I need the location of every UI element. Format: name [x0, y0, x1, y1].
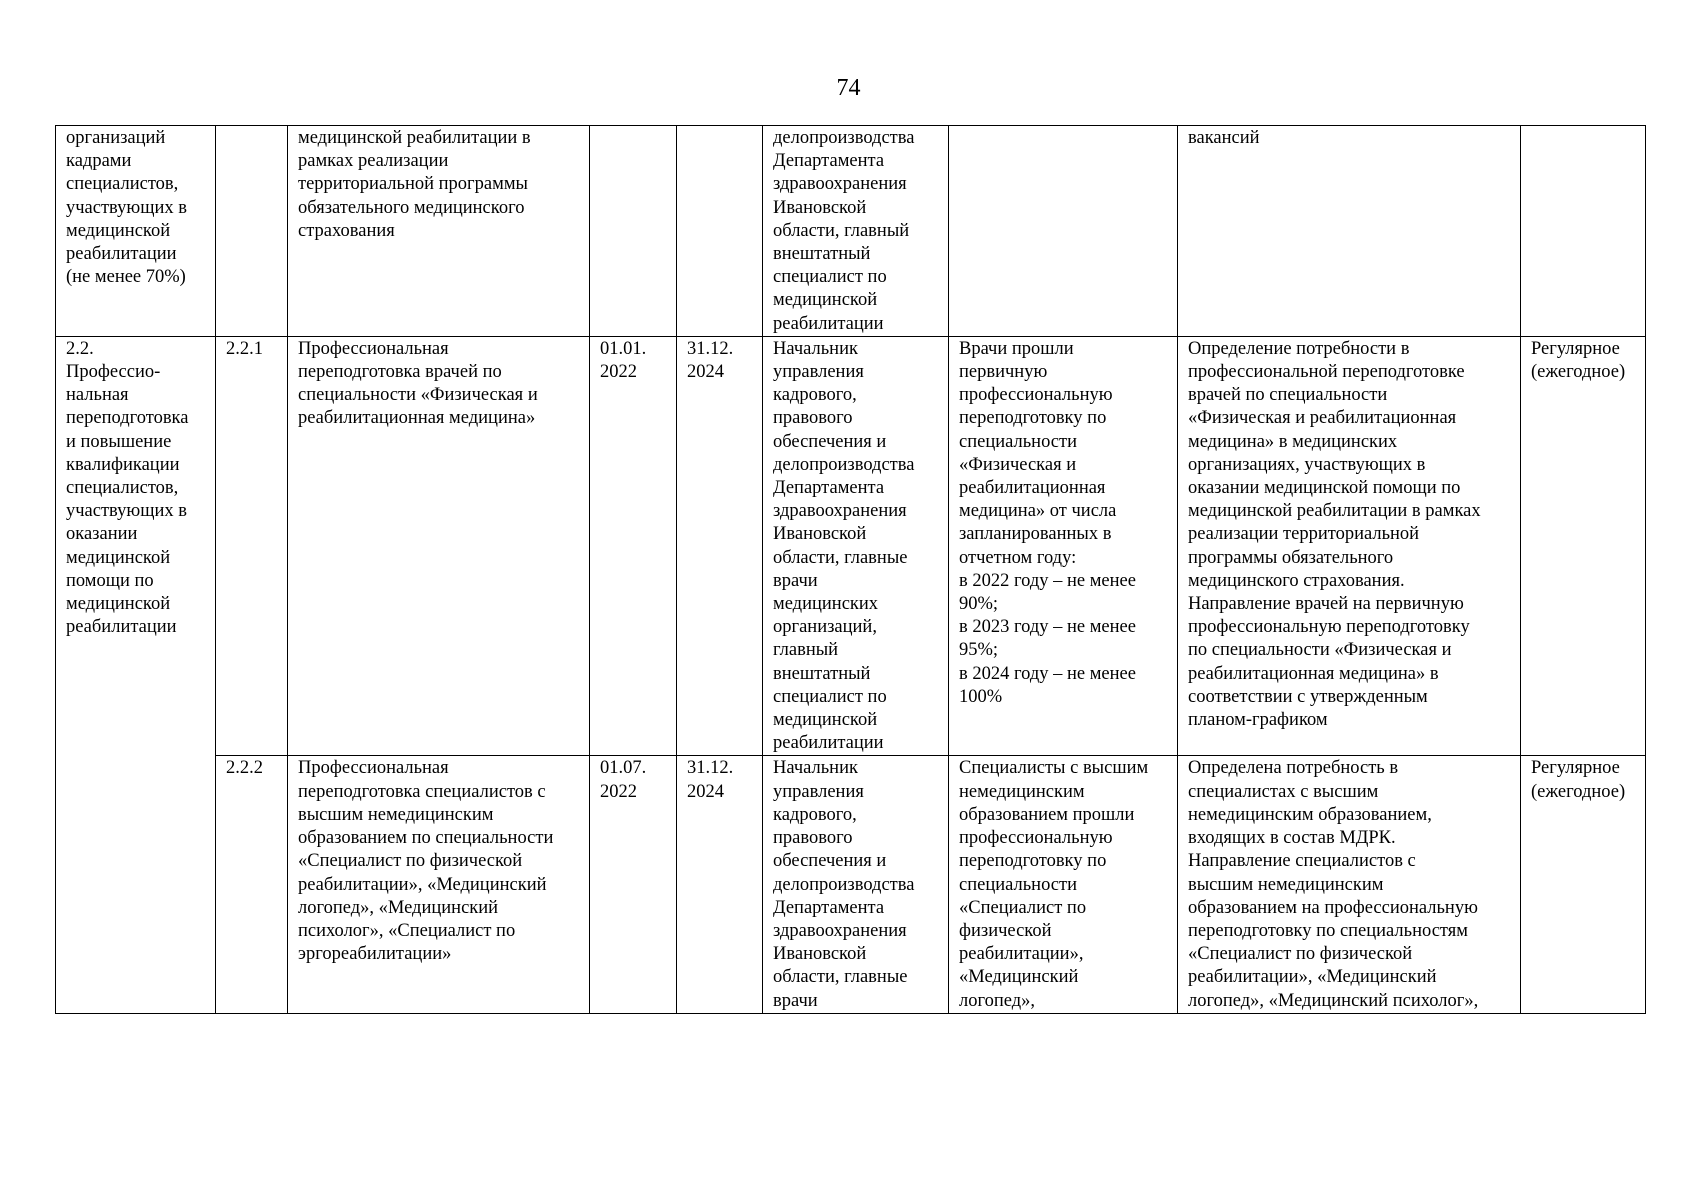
activity-text: Профессиональная переподготовка врачей по специальности «Физическая и реабилитационная медицина» — [298, 338, 538, 429]
code-text: 2.2.1 — [226, 338, 263, 359]
responsible-cell — [763, 756, 949, 1013]
start-date-cell — [590, 756, 677, 1013]
table-row — [56, 756, 1646, 1013]
frequency-cell — [1521, 756, 1646, 1013]
end-date-cell — [677, 756, 763, 1013]
table-row — [56, 336, 1646, 756]
frequency-text: Регулярное (ежегодное) — [1531, 758, 1626, 802]
frequency-cell — [1521, 336, 1646, 756]
page-number: 74 — [836, 75, 861, 101]
table-row — [56, 126, 1646, 337]
indicator-cell — [949, 336, 1178, 756]
result-text: вакансий — [1188, 128, 1260, 148]
frequency-text: Регулярное (ежегодное) — [1531, 338, 1626, 383]
indicator-cell — [949, 126, 1178, 337]
end-date-cell — [677, 336, 763, 756]
code-cell — [216, 126, 288, 337]
activity-text: Профессиональная переподготовка специалистов с высшим немедицинским образованием по специальности «Специалист по физической реабилитации», «Медицинский логопед», «Медицинский психолог», «Специалист по эргореабилитации» — [298, 758, 554, 965]
code-cell — [216, 336, 288, 756]
start-date-cell — [590, 336, 677, 756]
frequency-cell — [1521, 126, 1646, 337]
responsible-cell — [763, 126, 949, 337]
result-cell — [1178, 756, 1521, 1013]
result-cell — [1178, 126, 1521, 337]
activity-cell — [288, 756, 590, 1013]
code-text: 2.2.2 — [226, 758, 263, 779]
code-cell — [216, 756, 288, 1013]
result-cell — [1178, 336, 1521, 756]
responsible-text: делопроизводства Департамента здравоохранения Ивановской области, главный внештатный специалист по медицинской реабилитации — [773, 128, 915, 334]
indicator-text: Врачи прошли первичную профессиональную переподготовку по специальности «Физическая и реабилитационная медицина» от числа запланированных в отчетном году: в 2022 году – не менее 90%; в 2023 году – не менее 95%; в 2024 году – не менее 100% — [959, 338, 1136, 707]
section-text: организаций кадрами специалистов, участвующих в медицинской реабилитации (не менее 70%) — [66, 128, 187, 288]
result-text: Определение потребности в профессиональной переподготовке врачей по специальности «Физическая и реабилитационная медицина» в медицинских организациях, участвующих в оказании медицинской помощи по медицинской реабилитации в рамках реализации территориальной программы обязательного медицинского страхования. Направление врачей на первичную профессиональную переподготовку по специальности «Физическая и реабилитационная медицина» в соответствии с утвержденным планом-графиком — [1188, 338, 1481, 731]
responsible-cell — [763, 336, 949, 756]
section-cell — [56, 126, 216, 337]
start-date-text: 01.01. 2022 — [600, 338, 647, 383]
start-date-cell — [590, 126, 677, 337]
end-date-text: 31.12. 2024 — [687, 338, 734, 383]
responsible-text: Начальник управления кадрового, правового обеспечения и делопроизводства Департамента здравоохранения Ивановской области, главные врачи — [773, 758, 915, 1011]
activity-cell — [288, 336, 590, 756]
section-cell — [56, 336, 216, 1013]
end-date-text: 31.12. 2024 — [687, 758, 734, 802]
activity-text: медицинской реабилитации в рамках реализации территориальной программы обязательного медицинского страхования — [298, 128, 531, 241]
indicator-cell — [949, 756, 1178, 1013]
action-plan-table — [55, 125, 1646, 1014]
section-text: 2.2. Профессио- нальная переподготовка и повышение квалификации специалистов, участвующих в оказании медицинской помощи по медицинской реабилитации — [66, 338, 189, 638]
activity-cell — [288, 126, 590, 337]
responsible-text: Начальник управления кадрового, правового обеспечения и делопроизводства Департамента здравоохранения Ивановской области, главные врачи медицинских организаций, главный внештатный специалист по медицинской реабилитации — [773, 338, 915, 754]
start-date-text: 01.07. 2022 — [600, 758, 647, 802]
result-text: Определена потребность в специалистах с высшим немедицинским образованием, входящих в состав МДРК. Направление специалистов с высшим немедицинским образованием на профессиональную переподготовку по специальностям «Специалист по физической реабилитации», «Медицинский логопед», «Медицинский психолог», — [1188, 758, 1479, 1011]
end-date-cell — [677, 126, 763, 337]
indicator-text: Специалисты с высшим немедицинским образованием прошли профессиональную переподготовку по специальности «Специалист по физической реабилитации», «Медицинский логопед», — [959, 758, 1149, 1011]
